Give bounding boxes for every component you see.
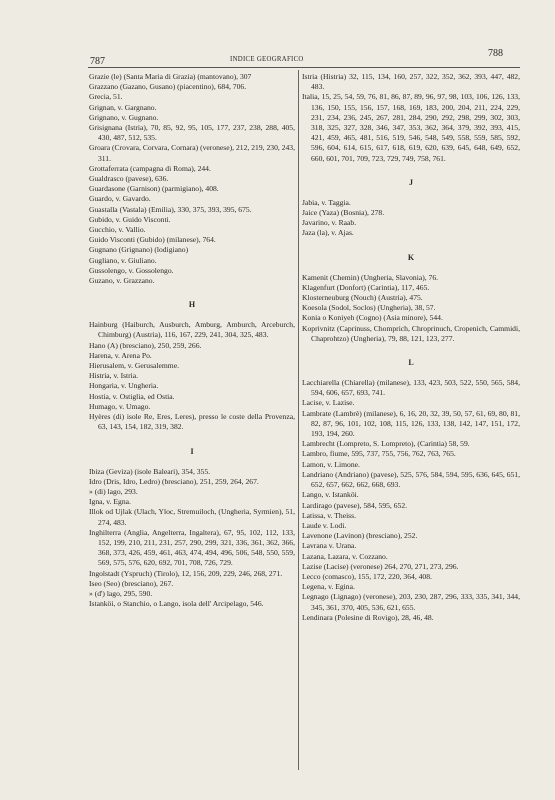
index-entry: Hongaria, v. Ungheria.	[89, 381, 159, 391]
index-entry: Hano (A) (bresciano), 250, 259, 266.	[89, 340, 202, 350]
index-entry: Lamon, v. Limone.	[302, 459, 360, 469]
left-column	[89, 72, 295, 784]
index-entry: Grottaferrata (campagna di Roma), 244.	[89, 163, 211, 173]
index-entry: Guastalla (Vastala) (Emilia), 330, 375, 393, 395, 675.	[89, 204, 252, 214]
index-entry: Klagenfurt (Donfort) (Carintia), 117, 465.	[302, 282, 430, 292]
index-entry: Hostia, v. Ostiglia, ed Ostia.	[89, 391, 175, 401]
index-entry: Legnago (Lignago) (veronese), 203, 230, 287, 296, 333, 335, 341, 344, 345, 361, 370, 405, 536, 621, 655.	[302, 592, 520, 612]
index-entry: Igna, v. Egna.	[89, 497, 131, 507]
index-entry: Lambrecht (Lompreto, S. Lompreto), (Carintia) 58, 59.	[302, 439, 470, 449]
index-entry: Laude v. Lodi.	[302, 520, 347, 530]
index-entry: Gugnano (Grignano) (lodigiano)	[89, 245, 189, 255]
index-entry: Italia, 15, 25, 54, 59, 76, 81, 86, 87, 89, 96, 97, 98, 103, 106, 126, 133, 136, 150, 155, 156, 157, 168, 169, 183, 200, 204, 211, 224, 229, 231, 234, 236, 245, 267, 281, 284, 290, 292, 298, 299, 302, 303, 318, 325, 327, 328, 346, 347, 353, 362, 364, 379, 392, 393, 415, 421, 459, 465, 481, 516, 519, 546, 548, 549, 558, 559, 585, 592, 596, 604, 614, 615, 617, 618, 619, 620, 639, 645, 648, 649, 652, 660, 601, 701, 709, 723, 729, 749, 758, 761.	[302, 92, 520, 163]
index-entry: Lavenone (Lavinon) (bresciano), 252.	[302, 531, 418, 541]
index-entry: Lazise (Lacise) (veronese) 264, 270, 271, 273, 296.	[302, 561, 459, 571]
left-page-number: 787	[90, 56, 105, 67]
right-column	[302, 72, 520, 784]
index-entry: Ingolstadt (Yspruch) (Tirolo), 12, 156, 209, 229, 246, 268, 271.	[89, 568, 283, 578]
right-page-number: 788	[488, 48, 503, 59]
index-entry: Hierusalem, v. Gerusalemme.	[89, 361, 179, 371]
index-entry: Landriano (Andriano) (pavese), 525, 576, 584, 594, 595, 636, 645, 651, 652, 657, 662, 662, 668, 693.	[302, 469, 520, 490]
index-entry: Klosterneuburg (Nouch) (Austria), 475.	[302, 293, 423, 303]
index-entry: Grazzano (Gazano, Gusano) (piacentino), 684, 706.	[89, 82, 247, 92]
index-entry: Koprivnitz (Caprinuss, Chomprich, Chroprinuch, Cropenich, Cammidi, Chaprohtzo) (Ungheria), 79, 88, 121, 123, 277.	[302, 323, 520, 343]
index-entry: Lardirago (pavese), 584, 595, 652.	[302, 500, 408, 510]
index-entry: Istria (Histria) 32, 115, 134, 160, 257, 322, 352, 362, 393, 447, 482, 483.	[302, 72, 520, 92]
index-entry: Koesola (Sodol, Soclos) (Ungheria), 38, 57.	[302, 303, 436, 313]
index-entry: Gubido, v. Guido Visconti.	[89, 214, 171, 224]
index-entry: Konia o Koniyeh (Cogno) (Asia minore), 544.	[302, 313, 443, 323]
running-title: INDICE GEOGRAFICO	[230, 56, 304, 63]
index-entry: Lecco (comasco), 155, 172, 220, 364, 408.	[302, 571, 432, 581]
column-divider	[298, 70, 299, 770]
section-letter: H	[188, 300, 196, 310]
index-entry: Istanköi, o Stanchio, o Lango, isola dell' Arcipelago, 546.	[89, 599, 264, 609]
index-entry: Jaice (Yaza) (Bosnia), 278.	[302, 208, 385, 218]
index-entry: Gussolengo, v. Gossolengo.	[89, 265, 174, 275]
index-entry: Grignano, v. Gugnano.	[89, 112, 159, 122]
index-entry: Illok od Ujlak (Ulach, Yloc, Stremuiloch, (Ungheria, Syrmien), 51, 274, 483.	[89, 507, 295, 527]
index-entry: Humago, v. Umago.	[89, 401, 151, 411]
index-entry: Iseo (Seo) (bresciano), 267.	[89, 578, 174, 588]
index-entry: Lavrana v. Urana.	[302, 541, 357, 551]
section-letter: I	[190, 446, 194, 456]
index-entry: Gugliano, v. Giuliano.	[89, 255, 157, 265]
index-entry: » (di) lago, 293.	[89, 486, 138, 496]
index-entry: Grisignana (Istria), 70, 85, 92, 95, 105, 177, 237, 238, 288, 405, 430, 487, 512, 535.	[89, 123, 295, 143]
index-entry: » (d') lago, 295, 590.	[89, 588, 153, 598]
index-entry: Jabia, v. Taggia.	[302, 197, 351, 207]
index-entry: Inghilterra (Anglia, Angelterra, Ingaltera), 67, 95, 102, 112, 133, 152, 199, 210, 211, 231, 257, 290, 299, 321, 336, 361, 362, 366, 368, 373, 426, 459, 461, 463, 474, 494, 496, 506, 548, 550, 559, 569, 575, 576, 620, 692, 701, 708, 726, 729.	[89, 527, 295, 568]
section-letter: J	[409, 177, 413, 187]
index-entry: Gucchio, v. Vallio.	[89, 225, 146, 235]
index-entry: Guido Visconti (Gubido) (milanese), 764.	[89, 235, 216, 245]
index-entry: Gualdrasco (pavese), 636.	[89, 174, 169, 184]
index-entry: Ibiza (Geviza) (isole Baleari), 354, 355.	[89, 466, 211, 476]
index-entry: Grignan, v. Gargnano.	[89, 102, 157, 112]
index-entry: Guardo, v. Gavardo.	[89, 194, 151, 204]
index-entry: Latissa, v. Theiss.	[302, 510, 356, 520]
index-entry: Lambrate (Lambrè) (milanese), 6, 16, 20, 32, 39, 50, 57, 61, 69, 80, 81, 82, 87, 96, 101, 102, 108, 115, 126, 133, 138, 142, 147, 151, 172, 193, 194, 260.	[302, 408, 520, 439]
index-entry: Grazie (le) (Santa Maria di Grazia) (mantovano), 307	[89, 72, 252, 81]
index-entry: Legena, v. Egina.	[302, 582, 355, 592]
index-entry: Histria, v. Istria.	[89, 371, 139, 381]
index-entry: Idro (Dris, Idro, Ledro) (bresciano), 251, 259, 264, 267.	[89, 476, 259, 486]
index-entry: Hainburg (Haiburch, Ausburch, Amburg, Amburch, Arceburch, Chimburg) (Austria), 116, 167, 229, 241, 304, 325, 483.	[89, 320, 295, 340]
index-entry: Guardasone (Garnison) (parmigiano), 408.	[89, 184, 219, 194]
index-entry: Lazana, Lazara, v. Cozzano.	[302, 551, 388, 561]
index-entry: Lango, v. Istanköi.	[302, 490, 359, 500]
index-entry: Guzano, v. Grazzano.	[89, 276, 155, 286]
index-entry: Lambro, fiume, 595, 737, 755, 756, 762, 763, 765.	[302, 449, 456, 459]
index-entry: Lacise, v. Lazise.	[302, 398, 355, 408]
section-letter: L	[408, 358, 414, 368]
index-entry: Hyères (di) isole Re, Eres, Leres), presso le coste della Provenza, 63, 143, 154, 182, 319, 382.	[89, 412, 295, 432]
header-rule	[88, 67, 520, 68]
index-entry: Groara (Crovara, Corvara, Cornara) (veronese), 212, 219, 230, 243, 311.	[89, 143, 295, 163]
section-letter: K	[407, 252, 415, 262]
index-entry: Lacchiarella (Chiarella) (milanese), 133, 423, 503, 522, 550, 565, 584, 594, 606, 657, 693, 741.	[302, 378, 520, 398]
index-entry: Harena, v. Arena Po.	[89, 350, 152, 360]
index-entry: Jaza (la), v. Ajas.	[302, 228, 354, 238]
index-entry: Javarino, v. Raab.	[302, 218, 357, 228]
index-entry: Lendinara (Polesine di Rovigo), 28, 46, 48.	[302, 612, 434, 622]
index-entry: Grecia, 51.	[89, 92, 123, 102]
index-entry: Kamenit (Chemin) (Ungheria, Slavonia), 76.	[302, 272, 439, 282]
page-header	[0, 0, 555, 70]
